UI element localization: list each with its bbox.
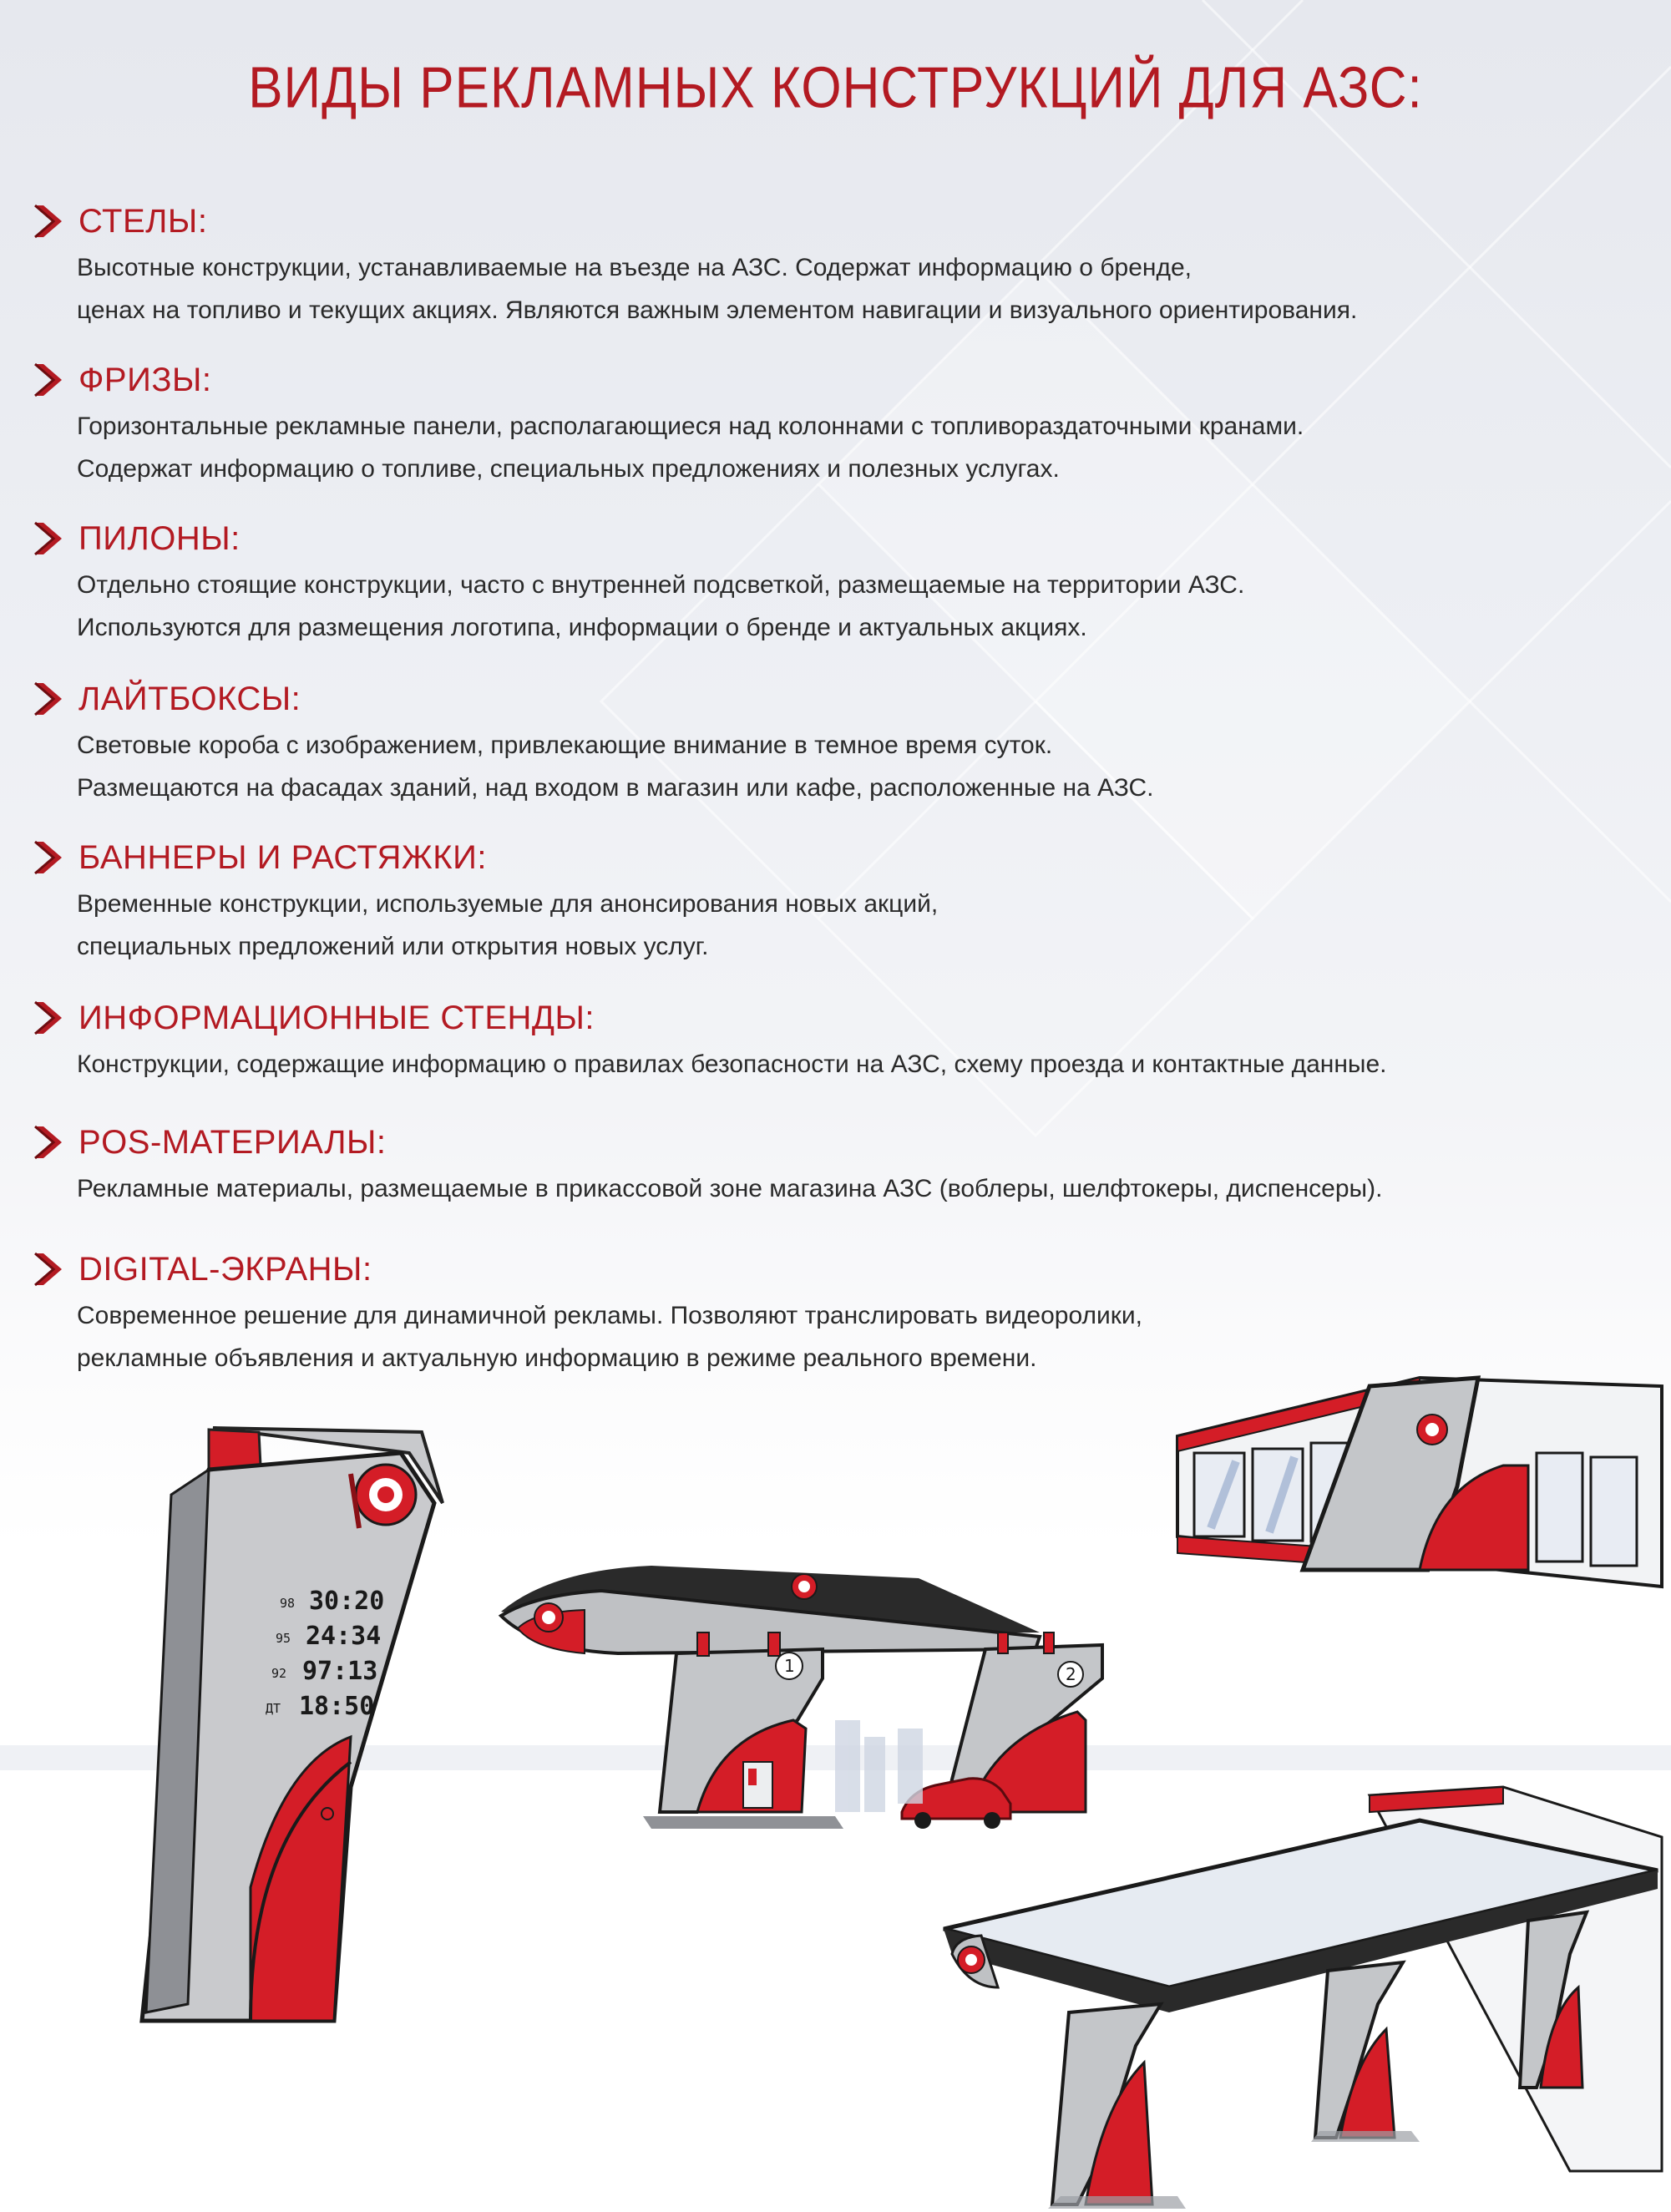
stele-grade: 95 [276, 1631, 291, 1646]
section-text: Временные конструкции, используемые для анонсирования новых акций, специальных предложений или открытия новых услуг. [77, 890, 939, 960]
section-text: Рекламные материалы, размещаемые в прикассовой зоне магазина АЗС (воблеры, шелфтокеры, диспенсеры). [77, 1175, 1383, 1202]
chevron-right-icon [32, 838, 70, 877]
chevron-right-icon [32, 361, 70, 399]
section-title: ЛАЙТБОКСЫ: [78, 680, 301, 717]
stele-price: 97:13 [302, 1657, 378, 1686]
section-title: ИНФОРМАЦИОННЫЕ СТЕНДЫ: [78, 999, 595, 1036]
pump-number-1: 1 [784, 1656, 795, 1676]
chevron-right-icon [32, 519, 70, 558]
section-pos-materials [32, 1117, 1618, 1210]
chevron-right-icon [32, 1250, 70, 1288]
section-info-stands [32, 993, 1618, 1086]
section-text: Высотные конструкции, устанавливаемые на въезде на АЗС. Содержат информацию о бренде, ценах на топливо и текущих акциях. Являются важным элементом навигации и визуального ориентирования. [77, 254, 1358, 324]
section-text: Конструкции, содержащие информацию о правилах безопасности на АЗС, схему проезда и контактные данные. [77, 1050, 1387, 1078]
section-text: Современное решение для динамичной рекламы. Позволяют транслировать видеоролики, рекламные объявления и актуальную информацию в режиме реального времени. [77, 1302, 1142, 1372]
stele-grade: 92 [271, 1666, 287, 1681]
section-text: Горизонтальные рекламные панели, располагающиеся над колоннами с топливораздаточными кранами. Содержат информацию о топливе, специальных предложениях и полезных услугах. [77, 413, 1304, 483]
section-title: ПИЛОНЫ: [78, 519, 241, 557]
stele-price: 18:50 [299, 1692, 375, 1721]
section-lightboxes [32, 674, 1618, 809]
stele-price: 24:34 [306, 1622, 382, 1651]
chevron-right-icon [32, 1123, 70, 1162]
chevron-right-icon [32, 202, 70, 240]
station-building-sketch [1177, 1378, 1662, 1587]
section-title: ФРИЗЫ: [78, 361, 212, 398]
section-text: Световые короба с изображением, привлекающие внимание в темное время суток. Размещаются на фасадах зданий, над входом в магазин или кафе, расположенные на АЗС. [77, 731, 1154, 802]
section-steles [32, 196, 1618, 332]
section-digital-screens [32, 1244, 1618, 1379]
section-title: DIGITAL-ЭКРАНЫ: [78, 1250, 372, 1288]
stele-grade: ДТ [266, 1701, 281, 1716]
gas-station-sketch-illustration [0, 1369, 1671, 2212]
section-title: БАННЕРЫ И РАСТЯЖКИ: [78, 838, 487, 876]
page-title: ВИДЫ РЕКЛАМНЫХ КОНСТРУКЦИЙ ДЛЯ АЗС: [248, 55, 1423, 121]
chevron-right-icon [32, 999, 70, 1037]
section-pylons [32, 514, 1618, 649]
pump-number-2: 2 [1066, 1664, 1076, 1684]
section-title: POS-МАТЕРИАЛЫ: [78, 1123, 387, 1161]
section-friezes [32, 355, 1618, 490]
section-text: Отдельно стоящие конструкции, часто с внутренней подсветкой, размещаемые на территории АЗС. Используются для размещения логотипа, информации о бренде и актуальных акциях. [77, 571, 1245, 641]
stele-grade: 98 [280, 1596, 296, 1611]
chevron-right-icon [32, 680, 70, 718]
stele-price: 30:20 [309, 1587, 385, 1616]
section-banners [32, 833, 1618, 968]
section-title: СТЕЛЫ: [78, 202, 208, 240]
